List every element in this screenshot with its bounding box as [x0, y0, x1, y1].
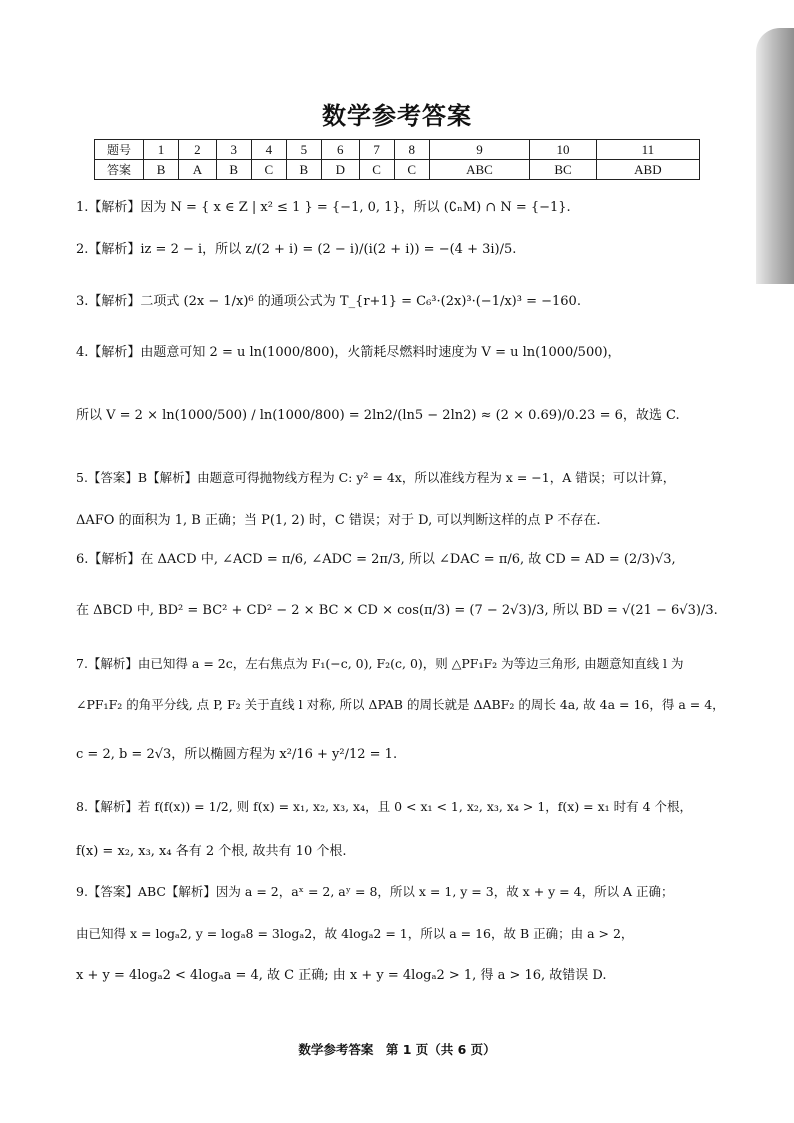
answer-cell: BC: [530, 160, 597, 180]
answer-cell: B: [286, 160, 321, 180]
solution-line: 6.【解析】在 ΔACD 中, ∠ACD = π/6, ∠ADC = 2π/3, 所以 ∠DAC = π/6, 故 CD = AD = (2/3)√3,: [76, 552, 676, 567]
solution-line: f(x) = x₂, x₃, x₄ 各有 2 个根, 故共有 10 个根.: [76, 844, 347, 859]
answer-cell: ABC: [429, 160, 530, 180]
question-number: 2: [179, 140, 217, 160]
solution-line: 所以 V = 2 × ln(1000/500) / ln(1000/800) = 2ln2/(ln5 − 2ln2) ≈ (2 × 0.69)/0.23 = 6，故选 C.: [76, 408, 680, 423]
question-number: 5: [286, 140, 321, 160]
answer-cell: C: [394, 160, 429, 180]
question-number: 8: [394, 140, 429, 160]
question-number: 11: [596, 140, 699, 160]
question-number: 6: [321, 140, 359, 160]
answer-table-answer-row: [95, 160, 700, 180]
solution-line: 8.【解析】若 f(f(x)) = 1/2, 则 f(x) = x₁, x₂, x₃, x₄，且 0 < x₁ < 1, x₂, x₃, x₄ > 1，f(x) = x₁ 时有 4 个根，: [76, 799, 693, 814]
answer-table-header-row: [95, 140, 700, 160]
solution-line: 1.【解析】因为 N = { x ∈ Z | x² ≤ 1 } = {−1, 0, 1}，所以 (∁ₙM) ∩ N = {−1}.: [76, 200, 571, 215]
answer-label: 答案: [95, 160, 144, 180]
solution-line: 由已知得 x = logₐ2, y = logₐ8 = 3logₐ2，故 4logₐ2 = 1，所以 a = 16，故 B 正确；由 a > 2，: [76, 926, 634, 941]
answer-cell: A: [179, 160, 217, 180]
solution-line: ∠PF₁F₂ 的角平分线, 点 P, F₂ 关于直线 l 对称, 所以 ΔPAB 的周长就是 ΔABF₂ 的周长 4a, 故 4a = 16，得 a = 4，: [76, 697, 725, 712]
question-number: 10: [530, 140, 597, 160]
question-number: 9: [429, 140, 530, 160]
question-number: 3: [216, 140, 251, 160]
scan-shadow-edge: [756, 28, 794, 284]
answer-cell: D: [321, 160, 359, 180]
solution-line: 7.【解析】由已知得 a = 2c，左右焦点为 F₁(−c, 0), F₂(c, 0)，则 △PF₁F₂ 为等边三角形, 由题意知直线 l 为: [76, 656, 684, 671]
solution-line: ΔAFO 的面积为 1, B 正确；当 P(1, 2) 时，C 错误；对于 D, 可以判断这样的点 P 不存在.: [76, 513, 601, 528]
answer-cell: B: [144, 160, 179, 180]
solution-line: 4.【解析】由题意可知 2 = u ln(1000/800)，火箭耗尽燃料时速度为 V = u ln(1000/500)，: [76, 345, 621, 360]
answer-table: [94, 139, 700, 180]
solution-line: x + y = 4logₐ2 < 4logₐa = 4, 故 C 正确; 由 x + y = 4logₐ2 > 1, 得 a > 16, 故错误 D.: [76, 968, 607, 983]
solution-line: 9.【答案】ABC【解析】因为 a = 2，aˣ = 2, aʸ = 8，所以 x = 1, y = 3，故 x + y = 4，所以 A 正确；: [76, 884, 674, 899]
solution-line: 在 ΔBCD 中, BD² = BC² + CD² − 2 × BC × CD × cos(π/3) = (7 − 2√3)/3, 所以 BD = √(21 − 6√3)/3.: [76, 603, 718, 618]
answer-cell: C: [359, 160, 394, 180]
answer-cell: ABD: [596, 160, 699, 180]
question-number: 1: [144, 140, 179, 160]
header-label: 题号: [95, 140, 144, 160]
answer-cell: B: [216, 160, 251, 180]
solution-line: 2.【解析】iz = 2 − i，所以 z/(2 + i) = (2 − i)/(i(2 + i)) = −(4 + 3i)/5.: [76, 242, 517, 257]
page-footer: 数学参考答案 第 1 页（共 6 页）: [298, 1042, 496, 1057]
solution-line: c = 2, b = 2√3，所以椭圆方程为 x²/16 + y²/12 = 1.: [76, 747, 398, 762]
solution-line: 3.【解析】二项式 (2x − 1/x)⁶ 的通项公式为 T_{r+1} = C₆³·(2x)³·(−1/x)³ = −160.: [76, 294, 581, 309]
answer-cell: C: [251, 160, 286, 180]
question-number: 7: [359, 140, 394, 160]
question-number: 4: [251, 140, 286, 160]
solution-line: 5.【答案】B【解析】由题意可得抛物线方程为 C: y² = 4x，所以准线方程为 x = −1，A 错误；可以计算，: [76, 470, 676, 485]
page-title: 数学参考答案: [322, 102, 472, 130]
